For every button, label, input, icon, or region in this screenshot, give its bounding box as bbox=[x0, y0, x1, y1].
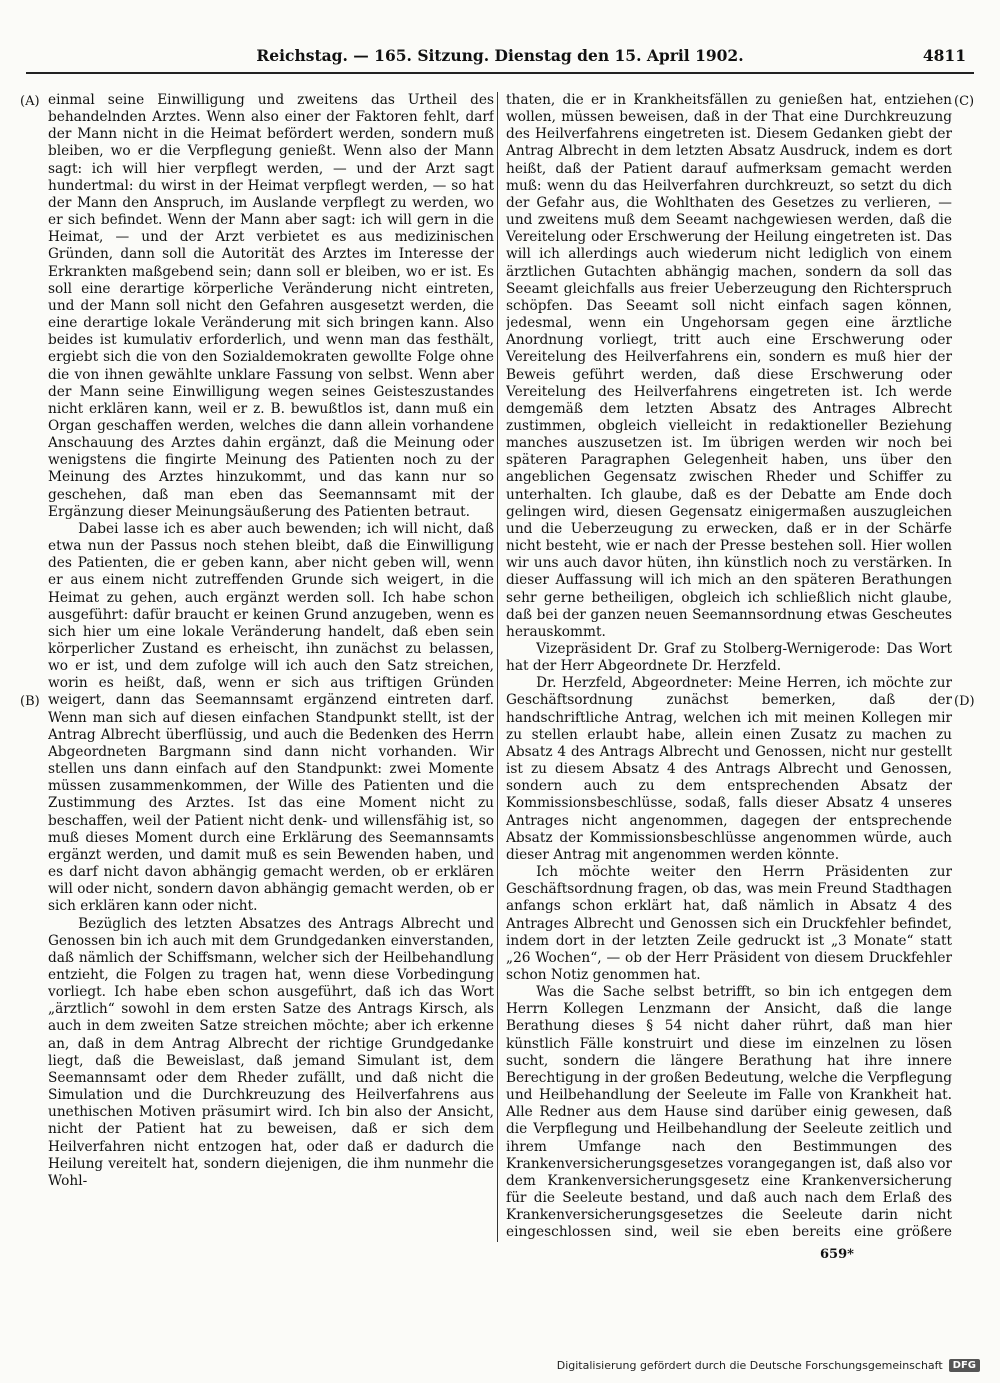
footer-credit-bar bbox=[557, 1355, 980, 1375]
speaker-paragraph: Dr. Herzfeld, Abgeordneter: Meine Herren, ich möchte zur Geschäftsordnung zunächst bemerken, daß der handschriftliche Antrag, welchen ich mit meinen Kollegen mir zu stellen erlaubt habe, allein einen Zusatz zu machen zu Absatz 4 des Antrags Albrecht und Genossen, nicht nur gestellt ist zu diesem Absatz 4 des Antrags Albrecht und Genossen, sondern auch zu dem entsprechenden Absatz der Kommissionsbeschlüsse, sodaß, falls dieser Absatz 4 unseres Antrages nicht angenommen, dagegen der entsprechende Absatz der Kommissionsbeschlüsse angenommen würde, auch dieser Antrag mit angenommen werden könnte. bbox=[506, 675, 952, 863]
dfg-logo-icon: DFG bbox=[949, 1359, 980, 1372]
speaker-paragraph: Vizepräsident Dr. Graf zu Stolberg-Wernigerode: Das Wort hat der Herr Abgeordnete Dr. Herzfeld. bbox=[506, 641, 952, 675]
footer-credit: Digitalisierung gefördert durch die Deutsche Forschungsgemeinschaft bbox=[556, 1358, 943, 1372]
left-column bbox=[48, 92, 494, 1242]
paragraph: thaten, die er in Krankheitsfällen zu genießen hat, entziehen wollen, müssen beweisen, daß in der That eine Durchkreuzung des Heilverfahrens eingetreten ist. Diesem Gedanken giebt der Antrag Albrecht in dem letzten Absatz Ausdruck, indem es dort heißt, daß der Patient darauf aufmerksam gemacht werden muß: wenn du das Heilverfahren durchkreuzt, so setzt du dich der Gefahr aus, die Wohlthaten des Gesetzes zu verlieren, — und zweitens muß dem Seeamt nachgewiesen werden, daß die Vereitelung oder Erschwerung der Heilung eingetreten ist. Das will ich allerdings auch wiederum nicht lediglich von einem ärztlichen Gutachten abhängig machen, sondern da soll das Seeamt gleichfalls aus freier Ueberzeugung den Richterspruch schöpfen. Das Seeamt soll nicht einfach sagen können, jedesmal, wenn ein Ungehorsam gegen eine ärztliche Anordnung vorliegt, tritt auch eine Erschwerung oder Vereitelung des Heilverfahrens ein, sondern es muß hier der Beweis geführt werden, daß diese Erschwerung oder Vereitelung des Heilverfahrens eingetreten ist. Ich werde demgemäß dem letzten Absatz des Antrages Albrecht zustimmen, obgleich vielleicht in redaktioneller Beziehung manches auszusetzen ist. Im übrigen werden wir noch bei späteren Paragraphen Gelegenheit haben, uns über den angeblichen Gegensatz zwischen Rheder und Schiffer zu unterhalten. Ich glaube, daß es der Debatte am Ende doch gelingen wird, diesen Gegensatz einigermaßen auszugleichen und die Ueberzeugung zu erwecken, daß er in der Schärfe nicht besteht, wie er nach der Presse bestehen soll. Hier wollen wir uns auch davor hüten, ihn künstlich noch zu verstärken. In dieser Auffassung will ich mich an den späteren Berathungen sehr gerne betheiligen, obgleich ich schließlich nicht glaube, daß bei der ganzen neuen Seemannsordnung etwas Gescheutes herauskommt. bbox=[506, 92, 952, 640]
running-title: Reichstag. — 165. Sitzung. Dienstag den 15. April 1902. bbox=[256, 46, 744, 65]
margin-marker-b: (B) bbox=[20, 694, 40, 709]
right-column bbox=[506, 92, 952, 1242]
margin-marker-d: (D) bbox=[954, 694, 975, 709]
column-divider bbox=[497, 92, 498, 1242]
paragraph: Bezüglich des letzten Absatzes des Antrags Albrecht und Genossen bin ich auch mit dem Grundgedanken einverstanden, daß nämlich der Schiffsmann, welcher sich der Heilbehandlung entzieht, die Folgen zu tragen hat, wenn diese Vorbedingung vorliegt. Ich habe eben schon ausgeführt, daß ich das Wort „ärztlich“ sowohl in dem ersten Satze des Antrags Kirsch, als auch in dem zweiten Satze streichen möchte; aber ich erkenne an, daß in dem Antrag Albrecht der richtige Grundgedanke liegt, daß die Beweislast, daß jemand Simulant ist, dem Seemannsamt oder dem Rheder zufällt, und daß nicht die Simulation und die Durchkreuzung des Heilverfahrens aus unethischen Motiven präsumirt wird. Ich bin also der Ansicht, nicht der Patient hat zu beweisen, daß er sich dem Heilverfahren nicht entzogen hat, oder daß er dadurch die Heilung vereitelt hat, sondern diejenigen, die ihm nunmehr die Wohl- bbox=[48, 915, 494, 1189]
margin-marker-a: (A) bbox=[20, 94, 40, 109]
margin-marker-c: (C) bbox=[954, 94, 975, 109]
paragraph: einmal seine Einwilligung und zweitens das Urtheil des behandelnden Arztes. Wenn also einer der Faktoren fehlt, darf der Mann nicht in die Heimat befördert werden, sondern muß bleiben, wo er die Verpflegung genießt. Wenn also der Mann sagt: ich will hier verpflegt werden, — und der Arzt sagt hundertmal: du wirst in der Heimat verpflegt werden, — so hat der Mann den Anspruch, im Auslande verpflegt zu werden, wo er sich befindet. Wenn der Mann aber sagt: ich will gern in die Heimat, — und der Arzt verbietet es aus medizinischen Gründen, dann soll die Autorität des Arztes im Interesse der Erkrankten maßgebend sein; dann soll er bleiben, wo er ist. Es soll eine derartige körperliche Veränderung nicht eintreten, und der Mann soll nicht den Gefahren ausgesetzt werden, die eine derartige lokale Veränderung mit sich bringen kann. Also beides ist kumulativ erforderlich, und wenn man das festhält, ergiebt sich die von den Sozialdemokraten gewollte Folge ohne die von ihnen gewählte unklare Fassung von selbst. Wenn aber der Mann seine Einwilligung wegen seines Geisteszustandes nicht erklären kann, weil er z. B. bewußtlos ist, dann muß ein Organ geschaffen werden, welches die dann allein vorhandene Anschauung des Arztes dahin ergänzt, daß die Meinung oder wenigstens die fingirte Meinung des Patienten noch zu der Meinung des Arztes hinzukommt, und das kann nur so geschehen, daß man eben das Seemannsamt mit der Ergänzung dieser Meinungsäußerung des Patienten betraut. bbox=[48, 92, 494, 520]
header-rule bbox=[26, 72, 974, 74]
page-header bbox=[26, 46, 974, 72]
signature-mark: 659* bbox=[820, 1247, 854, 1262]
paragraph: Dabei lasse ich es aber auch bewenden; ich will nicht, daß etwa nun der Passus noch stehen bleibt, daß die Einwilligung des Patienten, die er geben kann, aber nicht geben will, wenn er aus einem nicht zutreffenden Grunde sich weigert, in die Heimat zu gehen, auch ergänzt werden soll. Ich habe schon ausgeführt: dafür braucht er keinen Grund anzugeben, wenn es sich hier um eine lokale Veränderung handelt, daß eben sein körperlicher Zustand es erheischt, ihn zunächst zu belassen, wo er ist, und dem zufolge will ich auch den Satz streichen, worin es heißt, daß, wenn er sich aus triftigen Gründen weigert, dann das Seemannsamt ergänzend eintreten darf. Wenn man sich auf diesen einfachen Standpunkt stellt, ist der Antrag Albrecht überflüssig, und auch die Bedenken des Herrn Abgeordneten Bargmann sind dann nicht vorhanden. Wir stellen uns dann einfach auf den Standpunkt: zwei Momente müssen zusammenkommen, der Wille des Patienten und die Zustimmung des Arztes. Ist das eine Moment nicht zu beschaffen, weil der Patient nicht denk- und willensfähig ist, so muß dieses Moment durch eine Erklärung des Seemannsamts ergänzt werden, und damit muß es sein Bewenden haben, und es darf nicht davon abhängig gemacht werden, ob er erklären will oder nicht, sondern davon abhängig gemacht werden, ob er sich erklären kann oder nicht. bbox=[48, 520, 494, 915]
paragraph: Was die Sache selbst betrifft, so bin ich entgegen dem Herrn Kollegen Lenzmann der Ansicht, daß die lange Berathung dieses § 54 nicht daher rührt, daß man hier künstlich Fälle konstruirt und diese im einzelnen zu lösen sucht, sondern die längere Berathung hat ihre innere Berechtigung in der großen Bedeutung, welche die Verpflegung und Heilbehandlung der Seeleute im Falle von Krankheit hat. Alle Redner aus dem Hause sind darüber einig gewesen, daß die Verpflegung und Heilbehandlung der Seeleute zeitlich und ihrem Umfange nach den Bestimmungen des Krankenversicherungsgesetzes vorangegangen ist, daß also vor dem Krankenversicherungsgesetz eine Krankenversicherung für die Seeleute bestand, und daß auch nach dem Erlaß des Krankenversicherungsgesetzes die Seeleute darin nicht eingeschlossen sind, weil sie eben bereits eine größere bbox=[506, 984, 952, 1241]
page-number: 4811 bbox=[922, 46, 966, 65]
paragraph: Ich möchte weiter den Herrn Präsidenten zur Geschäftsordnung fragen, ob das, was mein Freund Stadthagen anfangs schon erklärt hat, daß nämlich in Absatz 4 des Antrages Albrecht und Genossen sich ein Druckfehler befindet, indem dort in der letzten Zeile gedruckt ist „3 Monate“ statt „26 Wochen“, — ob der Herr Präsident von diesem Druckfehler schon Notiz genommen hat. bbox=[506, 864, 952, 983]
